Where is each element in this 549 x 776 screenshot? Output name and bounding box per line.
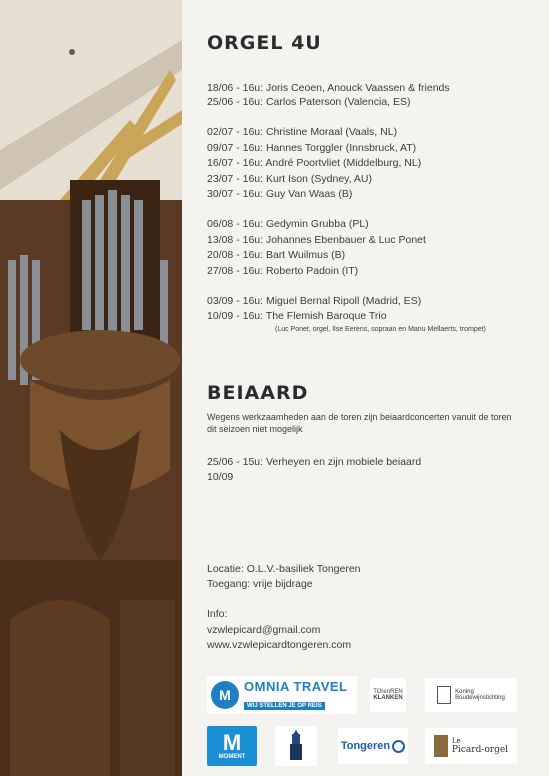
info-label: Info:: [207, 608, 228, 620]
concert-line: 27/08 - 16u: Roberto Padoin (IT): [207, 265, 359, 277]
toren-text-2: KLANKEN: [373, 695, 403, 701]
kbs-text-1: Koning: [455, 689, 474, 695]
torenklanken-logo: [370, 678, 406, 712]
toren-text-1: TOrenREN: [373, 689, 403, 695]
concert-line: 09/07 - 16u: Hannes Torggler (Innsbruck, AT): [207, 142, 417, 154]
omnia-name: OMNIA TRAVEL: [244, 678, 348, 694]
picard-text-2: Picard-orgel: [451, 745, 509, 755]
concert-line: 20/08 - 16u: Bart Wuilmus (B): [207, 249, 346, 261]
orgel-title: ORGEL 4U: [207, 32, 322, 54]
concert-line: 23/07 - 16u: Kurt Ison (Sydney, AU): [207, 173, 372, 185]
kbs-text-2: Boudewijnstichting: [455, 695, 505, 701]
website-link[interactable]: www.vzwlepicardtongeren.com: [207, 639, 352, 651]
organ-icon: [434, 735, 448, 757]
beiaard-title: BEIAARD: [207, 382, 309, 404]
moment-text: MOMENT: [218, 754, 246, 760]
concert-line: 13/08 - 16u: Johannes Ebenbauer & Luc Ponet: [207, 234, 426, 246]
tongeren-text: Tongeren: [340, 740, 391, 752]
beiaard-notice: Wegens werkzaamheden aan de toren zijn beiaardconcerten vanuit de toren dit seizoen niet mogelijk: [207, 412, 512, 434]
tongeren-logo: [338, 728, 408, 764]
concert-line: 25/06 - 16u: Carlos Paterson (Valencia, ES): [207, 96, 411, 108]
omnia-mark-icon: M: [211, 681, 239, 709]
kbs-crest-icon: [437, 686, 451, 704]
tower-icon: [286, 730, 306, 762]
moment-m-icon: M: [222, 730, 242, 755]
email-link[interactable]: vzwlepicard@gmail.com: [207, 624, 321, 636]
beiaard-line: 10/09: [207, 471, 234, 483]
omnia-tag: WIJ STELLEN JE OP REIS: [244, 702, 325, 710]
concert-line: 16/07 - 16u: André Poortvliet (Middelburg, NL): [207, 157, 422, 169]
tongeren-circle-icon: [392, 740, 405, 753]
beiaard-line: 25/06 - 15u: Verheyen en zijn mobiele beiaard: [207, 456, 422, 468]
koning-boudewijnstichting-logo: [425, 678, 517, 712]
concert-line: 06/08 - 16u: Gedymin Grubba (PL): [207, 218, 369, 230]
trio-note: (Luc Ponet, orgel, Ilse Eerens, sopraan en Manu Mellaerts, trompet): [275, 326, 486, 333]
organ-photo: [0, 0, 182, 776]
toegang-text: Toegang: vrije bijdrage: [207, 578, 313, 590]
locatie-text: Locatie: O.L.V.-basiliek Tongeren: [207, 563, 361, 575]
concert-line: 30/07 - 16u: Guy Van Waas (B): [207, 188, 353, 200]
concert-line: 18/06 - 16u: Joris Ceoen, Anouck Vaassen & friends: [207, 82, 450, 94]
omnia-travel-logo: [207, 676, 357, 714]
le-picard-orgel-logo: [425, 728, 517, 764]
moment-logo: [207, 726, 257, 766]
tower-logo: [275, 726, 317, 766]
concert-line: 02/07 - 16u: Christine Moraal (Vaals, NL): [207, 126, 398, 138]
concert-line: 10/09 - 16u: The Flemish Baroque Trio: [207, 310, 387, 322]
concert-line: 03/09 - 16u: Miguel Bernal Ripoll (Madrid, ES): [207, 295, 422, 307]
picard-text-1: Le: [451, 737, 461, 745]
